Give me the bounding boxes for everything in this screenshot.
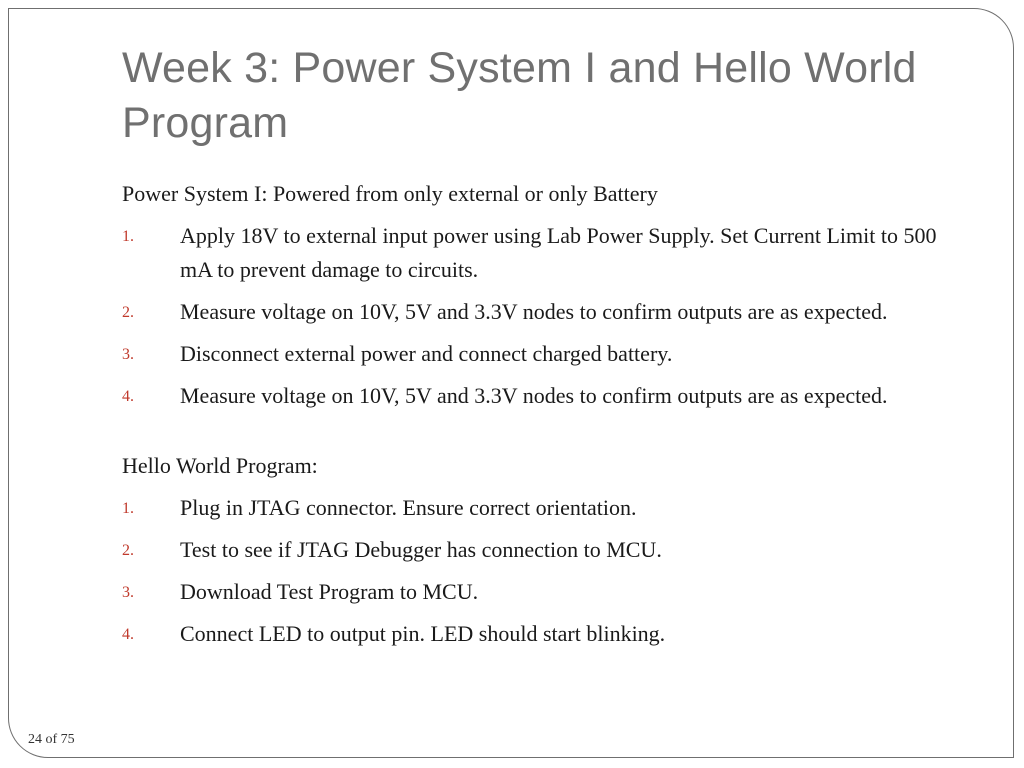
- step-number: 4.: [122, 388, 134, 405]
- list-item: [122, 337, 952, 371]
- list-item: [122, 219, 952, 287]
- power-steps-list: [122, 219, 952, 413]
- step-text: Disconnect external power and connect charged battery.: [180, 341, 673, 366]
- step-number: 1.: [122, 500, 134, 517]
- step-text: Apply 18V to external input power using Lab Power Supply. Set Current Limit to 500 mA to prevent damage to circuits.: [180, 223, 937, 282]
- list-item: [122, 295, 952, 329]
- step-number: 1.: [122, 228, 134, 245]
- slide-body: [122, 177, 952, 651]
- step-text: Measure voltage on 10V, 5V and 3.3V nodes to confirm outputs are as expected.: [180, 383, 888, 408]
- section-spacer: [122, 413, 952, 449]
- step-number: 2.: [122, 304, 134, 321]
- slide-title: Week 3: Power System I and Hello World Program: [122, 44, 917, 147]
- step-text: Plug in JTAG connector. Ensure correct orientation.: [180, 495, 637, 520]
- list-item: [122, 575, 952, 609]
- step-text: Measure voltage on 10V, 5V and 3.3V nodes to confirm outputs are as expected.: [180, 299, 888, 324]
- step-text: Connect LED to output pin. LED should start blinking.: [180, 621, 666, 646]
- section-heading-power: Power System I: Powered from only external or only Battery: [122, 181, 658, 206]
- list-item: [122, 379, 952, 413]
- hello-world-steps-list: [122, 491, 952, 651]
- list-item: [122, 491, 952, 525]
- step-number: 3.: [122, 346, 134, 363]
- step-text: Test to see if JTAG Debugger has connection to MCU.: [180, 537, 662, 562]
- step-number: 3.: [122, 584, 134, 601]
- step-number: 2.: [122, 542, 134, 559]
- list-item: [122, 617, 952, 651]
- page-indicator: 24 of 75: [28, 732, 75, 747]
- section-heading-hello-world: Hello World Program:: [122, 453, 318, 478]
- step-number: 4.: [122, 626, 134, 643]
- list-item: [122, 533, 952, 567]
- step-text: Download Test Program to MCU.: [180, 579, 479, 604]
- slide-frame: [8, 8, 1014, 758]
